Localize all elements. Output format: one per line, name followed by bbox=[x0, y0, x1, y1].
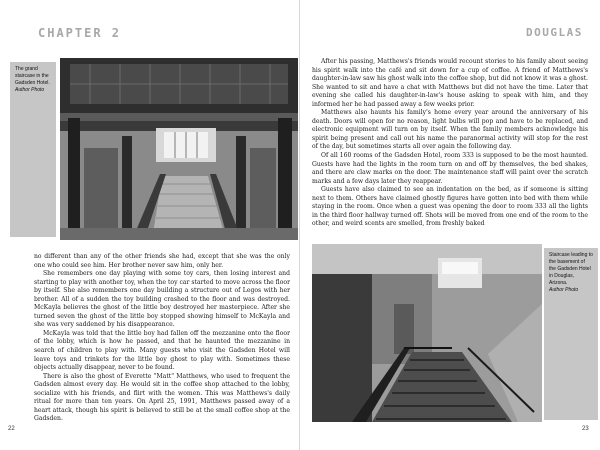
paragraph: There is also the ghost of Everette "Matt" Matthews, who used to frequent the Gadsden almost every day. He would sit in the coffee shop attached to the lobby, socialize with his friends, and flirt with the women. This was Matthews's daily ritual for more than ten years. On April 25, 1991, Matthews passed away of a heart attack, though his spirit is believed to still be at the small coffee shop at the Gadsden. bbox=[34, 372, 290, 423]
paragraph: no different than any of the other friends she had, except that she was the only one who could see him. Her brother never saw him, only her. bbox=[34, 253, 290, 269]
running-head: DOUGLAS bbox=[526, 26, 583, 39]
page-number-left: 22 bbox=[8, 426, 15, 432]
basement-staircase-photo bbox=[312, 244, 542, 422]
paragraph: McKayla was told that the little boy had fallen off the mezzanine onto the floor of the lobby, which is how he passed, and that he haunted the mezzanine in search of children to play with. Many guests who visit the Gadsden Hotel will leave toys and trinkets for the little boy ghost to play with. Sometimes these objects actually disappear, never to be found. bbox=[34, 329, 290, 372]
right-page bbox=[300, 0, 600, 450]
page-number-right: 23 bbox=[582, 426, 589, 432]
basement-staircase-image bbox=[312, 244, 542, 422]
paragraph: Guests have also claimed to see an indentation on the bed, as if someone is sitting next to them. Others have claimed ghostly figures have gotten into bed with them while staying in the room. Once when a guest was opening the door to room 333 all the lights in the third floor hallway turned off. Shots will be moved from one end of the room to the other, and weird scents are smelled, from freshly baked bbox=[312, 186, 588, 228]
chapter-label: CHAPTER 2 bbox=[38, 26, 122, 40]
paragraph: After his passing, Matthews's friends would recount stories to his family about seeing his spirit walk into the café and sit down for a cup of coffee. A friend of Matthews's daughter-in-law saw his ghost walk into the coffee shop, but did not know it was a ghost. She wanted to sit and have a chat with Matthews but did not have the time. Later that evening she called his daughter-in-law's house asking to speak with him, and they informed her he had passed away a few weeks prior. bbox=[312, 58, 588, 108]
body-text-right bbox=[312, 58, 588, 229]
paragraph: She remembers one day playing with some toy cars, then losing interest and starting to play with another toy, when the toy car started to move across the floor by itself. She also remembers one day building a structure out of Legos with her brother. All of a sudden the toy building crashed to the floor and was destroyed. McKayla believes the ghost of the little boy destroyed her masterpiece. After she turned seven the ghost of the little boy stopped showing himself to McKayla and she was very saddened by his disappearance. bbox=[34, 270, 290, 329]
paragraph: Of all 160 rooms of the Gadsden Hotel, room 333 is supposed to be the most haunted. Guests have had the lights in the room turn on and off by themselves, the bed shakes, and there are claw marks on the door. The maintenance staff will paint over the scratch marks and a few days later they reappear. bbox=[312, 152, 588, 185]
grand-staircase-image bbox=[60, 58, 298, 240]
caption-credit: Author Photo bbox=[549, 287, 579, 293]
caption-text: Staircase leading to the basement of the Gadsden Hotel in Douglas, Arizona. bbox=[549, 252, 593, 286]
photo-caption-right bbox=[544, 248, 598, 420]
body-text-left bbox=[34, 253, 290, 424]
photo-caption-left bbox=[10, 62, 56, 237]
grand-staircase-photo bbox=[60, 58, 298, 240]
paragraph: Matthews also haunts his family's home every year around the anniversary of his death. Doors will open for no reason, light bulbs will pop and have to be replaced, and electronic equipment will turn on by itself. When the family members acknowledge his spirit being present and call out his name the paranormal activity will stop for the rest of the day, but sometimes starts all over again the following day. bbox=[312, 109, 588, 151]
caption-credit: Author Photo bbox=[15, 87, 45, 93]
caption-text: The grand staircase in the Gadsden Hotel. bbox=[15, 66, 50, 86]
